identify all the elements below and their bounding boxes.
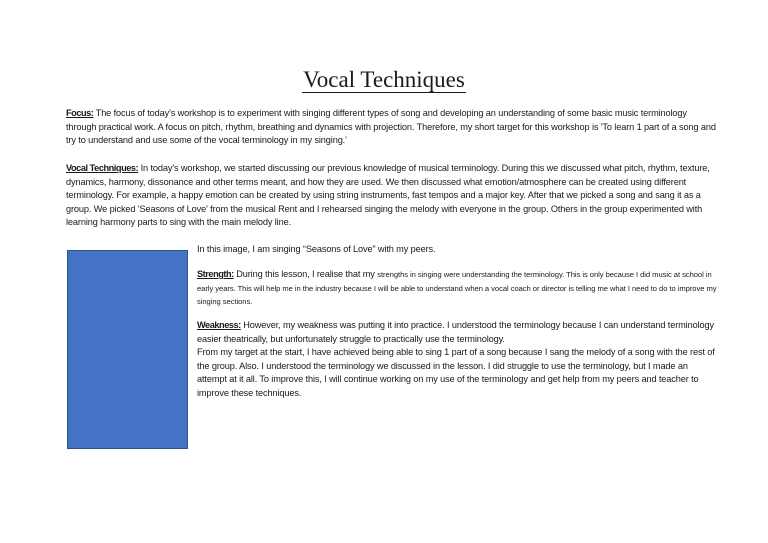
vocal-techniques-label: Vocal Techniques: bbox=[66, 163, 139, 173]
weakness-paragraph bbox=[197, 319, 717, 401]
vocal-techniques-text: In today's workshop, we started discussing our previous knowledge of musical terminology. During this we discussed what pitch, rhythm, texture, dynamics, harmony, dissonance and other terms meant, and how they are used. We then discussed what emotion/atmosphere can be created using different terminology. For example, a happy emotion can be created by using string instruments, fast tempos and a major key. After that we picked a song and sang it as a group. We picked 'Seasons of Love' from the musical Rent and I rehearsed singing the melody with everyone in the group. Others in the group experimented with learning harmony parts to sing with the main melody line. bbox=[66, 163, 710, 228]
focus-paragraph bbox=[66, 107, 716, 148]
strength-text-lead: During this lesson, I realise that my bbox=[236, 269, 375, 279]
vocal-techniques-paragraph bbox=[66, 162, 716, 230]
strength-text-rest: strengths in singing were understanding the terminology. This is only because I did music at school in early years. This will help me in the industry because I will be able to understand when a vocal coach or director is telling me what I need to do to improve my singing sections. bbox=[197, 270, 717, 307]
weakness-label: Weakness: bbox=[197, 320, 241, 330]
image-caption: In this image, I am singing “Seasons of Love” with my peers. bbox=[197, 244, 436, 254]
weakness-text: However, my weakness was putting it into practice. I understood the terminology because I can understand terminology easier theatrically, but unfortunately struggle to practically use the terminology. bbox=[197, 320, 714, 344]
document-title bbox=[0, 66, 768, 94]
focus-text: The focus of today's workshop is to experiment with singing different types of song and developing an understanding of some basic music terminology through practical work. A focus on pitch, rhythm, breathing and dynamics with projection. Therefore, my short target for this workshop is 'To learn 1 part of a song and try to understand and use some of the vocal terminology in my singing.' bbox=[66, 108, 716, 146]
strength-label: Strength: bbox=[197, 269, 234, 279]
focus-label: Focus: bbox=[66, 108, 94, 118]
singing-photo-placeholder bbox=[67, 250, 188, 449]
weakness-text-continued: From my target at the start, I have achieved being able to sing 1 part of a song because I sang the melody of a song with the rest of the group. Also. I understood the terminology we discussed in the lesson. I did struggle to use the terminology, but I made an attempt at it all. To improve this, I will continue working on my use of the terminology and get help from my peers and teacher to improve these techniques. bbox=[197, 347, 715, 398]
document-title-text: Vocal Techniques bbox=[303, 67, 465, 92]
strength-paragraph bbox=[197, 268, 717, 309]
